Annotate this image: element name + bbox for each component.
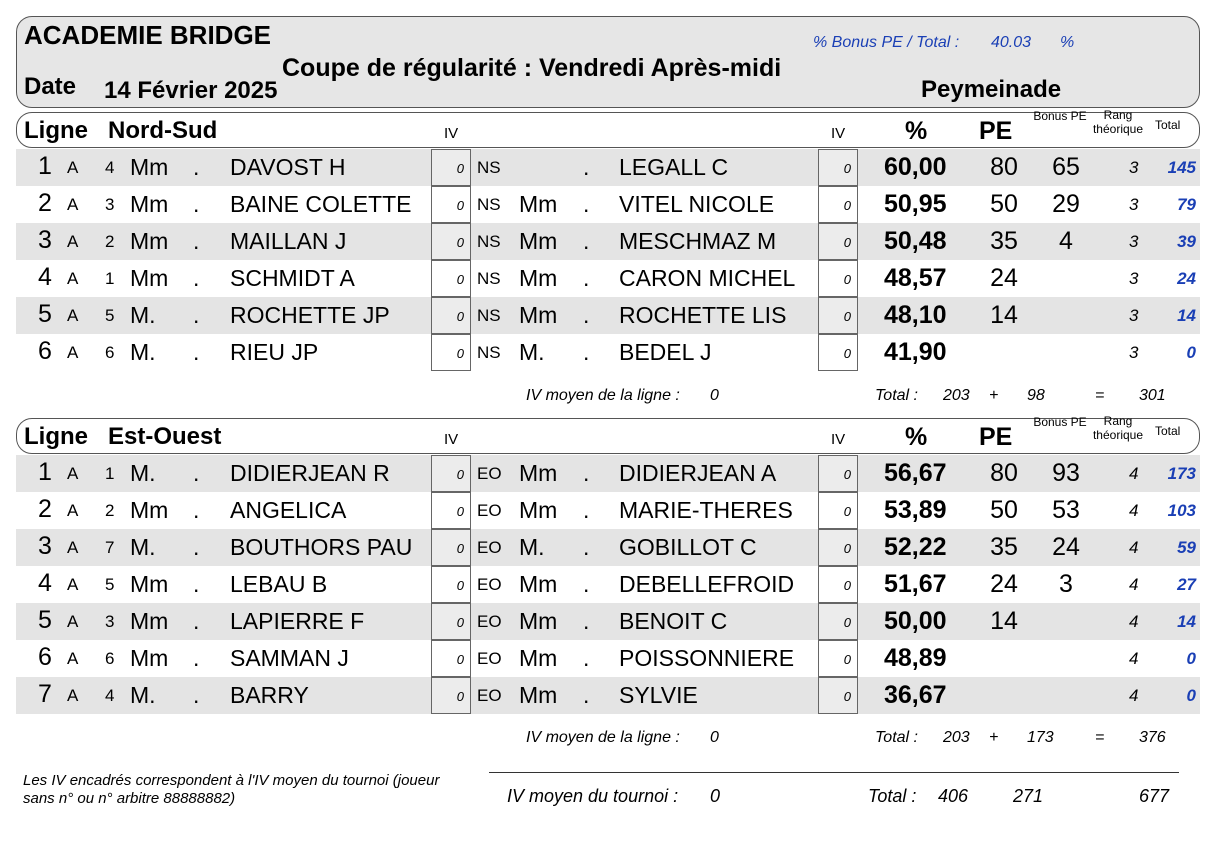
rank: 1 [38,458,52,486]
line-equals: = [1095,387,1105,404]
line-total-label: Total : [875,387,918,404]
total-points: 0 [1186,649,1196,668]
player1-title: Mm [130,154,169,180]
section-letter: A [67,501,79,520]
pe-points: 14 [990,607,1018,635]
line-plus: + [989,387,999,404]
player1-iv-box: 0 [431,677,471,714]
player1-name: BOUTHORS PAU [230,534,413,560]
player2-iv-box: 0 [818,603,858,640]
player2-title: Mm [519,571,558,597]
direction: EO [477,575,502,594]
percentage: 48,57 [884,264,947,292]
table-row [16,492,1200,529]
rank: 3 [38,532,52,560]
bonus-points: 24 [1052,533,1080,561]
total-points: 14 [1177,306,1196,325]
pe-points: 80 [990,153,1018,181]
theoretical-rank: 4 [1129,649,1139,668]
footer-divider [489,772,1179,773]
direction: NS [477,158,501,177]
direction: NS [477,232,501,251]
direction: NS [477,269,501,288]
direction: NS [477,343,501,362]
player1-dot: . [193,682,200,708]
player1-title: M. [130,460,156,486]
player2-name: MARIE-THERES [619,497,793,523]
direction: EO [477,501,502,520]
rank: 4 [38,263,52,291]
player2-name: VITEL NICOLE [619,191,775,217]
direction: EO [477,686,502,705]
player1-iv-box: 0 [431,640,471,677]
section-letter: A [67,269,79,288]
table-number: 5 [105,575,115,594]
pe-points: 35 [990,533,1018,561]
percentage: 48,10 [884,301,947,329]
column-rang: Rang théorique [1092,414,1144,442]
section-letter: A [67,343,79,362]
table-number: 4 [105,158,115,177]
player2-iv-box: 0 [818,223,858,260]
player1-name: LEBAU B [230,571,328,597]
table-row [16,566,1200,603]
player2-iv-box: 0 [818,566,858,603]
player2-name: LEGALL C [619,154,729,180]
table-row [16,297,1200,334]
tournament-total-label: Total : [868,786,917,806]
player1-title: M. [130,682,156,708]
percentage: 50,00 [884,607,947,635]
section-letter: A [67,612,79,631]
player1-name: RIEU JP [230,339,319,365]
rank: 4 [38,569,52,597]
table-row [16,640,1200,677]
player1-name: BAINE COLETTE [230,191,412,217]
player2-title: Mm [519,265,558,291]
column-iv-1: IV [444,431,459,448]
bonus-unit: % [1060,34,1075,51]
rank: 5 [38,300,52,328]
section-label: Ligne [24,423,88,450]
player2-iv-box: 0 [818,334,858,371]
line-total-bonus: 98 [1027,387,1045,404]
player1-iv-box: 0 [431,297,471,334]
player2-name: CARON MICHEL [619,265,796,291]
player2-dot: . [583,228,590,254]
section-letter: A [67,306,79,325]
table-row [16,186,1200,223]
table-number: 1 [105,464,115,483]
player1-name: BARRY [230,682,309,708]
player2-name: MESCHMAZ M [619,228,777,254]
table-row [16,603,1200,640]
player2-title: Mm [519,302,558,328]
column-pe: PE [979,117,1013,145]
pe-points: 35 [990,227,1018,255]
table-row [16,455,1200,492]
theoretical-rank: 3 [1129,232,1139,251]
player1-title: Mm [130,191,169,217]
player2-title: Mm [519,191,558,217]
bonus-points: 65 [1052,153,1080,181]
event-title: Coupe de régularité : Vendredi Après-midi [282,54,782,82]
percentage: 52,22 [884,533,947,561]
player2-dot: . [583,497,590,523]
player2-dot: . [583,608,590,634]
percentage: 53,89 [884,496,947,524]
player1-title: Mm [130,228,169,254]
column-iv-1: IV [444,125,459,142]
direction: EO [477,612,502,631]
column-total: Total [1155,118,1181,132]
bonus-value: 40.03 [991,34,1032,51]
line-total-pe: 203 [943,387,970,404]
player2-name: DIDIERJEAN A [619,460,777,486]
player2-iv-box: 0 [818,186,858,223]
player1-iv-box: 0 [431,186,471,223]
percentage: 50,95 [884,190,947,218]
player1-title: Mm [130,645,169,671]
player2-iv-box: 0 [818,455,858,492]
column-rang: Rang théorique [1092,108,1144,136]
total-points: 39 [1177,232,1196,251]
table-row [16,260,1200,297]
player2-title: Mm [519,460,558,486]
total-points: 145 [1167,158,1196,177]
player1-title: M. [130,302,156,328]
player1-iv-box: 0 [431,492,471,529]
bonus-points: 4 [1059,227,1073,255]
column-percent: % [905,117,928,145]
player1-iv-box: 0 [431,334,471,371]
section-letter: A [67,686,79,705]
player1-title: Mm [130,571,169,597]
total-points: 0 [1186,686,1196,705]
rank: 2 [38,189,52,217]
player1-iv-box: 0 [431,566,471,603]
percentage: 60,00 [884,153,947,181]
table-number: 6 [105,343,115,362]
rank: 6 [38,643,52,671]
rank: 1 [38,152,52,180]
section-letter: A [67,464,79,483]
player2-title: M. [519,339,545,365]
pe-points: 50 [990,496,1018,524]
bonus-points: 3 [1059,570,1073,598]
player2-name: DEBELLEFROID [619,571,795,597]
line-plus: + [989,729,999,746]
player1-name: ROCHETTE JP [230,302,390,328]
player2-title: M. [519,534,545,560]
percentage: 56,67 [884,459,947,487]
table-number: 6 [105,649,115,668]
player2-iv-box: 0 [818,529,858,566]
table-number: 3 [105,195,115,214]
player1-name: DIDIERJEAN R [230,460,390,486]
column-iv-2: IV [831,431,846,448]
player1-dot: . [193,265,200,291]
player2-dot: . [583,339,590,365]
theoretical-rank: 4 [1129,575,1139,594]
player2-title: Mm [519,228,558,254]
rank: 2 [38,495,52,523]
total-points: 79 [1177,195,1196,214]
tournament-total-bonus: 271 [1013,786,1044,806]
player2-name: BENOIT C [619,608,728,634]
section-letter: A [67,232,79,251]
bonus-label: % Bonus PE / Total : [813,34,960,51]
bonus-points: 53 [1052,496,1080,524]
player1-iv-box: 0 [431,149,471,186]
player2-dot: . [583,154,590,180]
pe-points: 24 [990,264,1018,292]
section-letter: A [67,538,79,557]
direction: NS [477,306,501,325]
direction: NS [477,195,501,214]
player2-dot: . [583,460,590,486]
theoretical-rank: 4 [1129,538,1139,557]
player1-title: M. [130,534,156,560]
player2-dot: . [583,265,590,291]
column-pe: PE [979,423,1013,451]
player2-iv-box: 0 [818,260,858,297]
date-value: 14 Février 2025 [104,77,278,104]
theoretical-rank: 3 [1129,343,1139,362]
player2-title: Mm [519,608,558,634]
line-iv-label: IV moyen de la ligne : [526,729,680,746]
rank: 6 [38,337,52,365]
player1-name: MAILLAN J [230,228,347,254]
player2-name: SYLVIE [619,682,698,708]
player2-title: Mm [519,682,558,708]
player2-iv-box: 0 [818,677,858,714]
total-points: 0 [1186,343,1196,362]
tournament-iv-label: IV moyen du tournoi : [507,786,679,806]
section-name: Est-Ouest [108,423,222,450]
column-percent: % [905,423,928,451]
pe-points: 14 [990,301,1018,329]
table-number: 5 [105,306,115,325]
player2-name: BEDEL J [619,339,712,365]
player2-name: POISSONNIERE [619,645,795,671]
player1-iv-box: 0 [431,260,471,297]
total-points: 24 [1177,269,1196,288]
player2-iv-box: 0 [818,492,858,529]
section-header [16,108,1200,148]
player2-dot: . [583,645,590,671]
player2-iv-box: 0 [818,640,858,677]
player1-name: ANGELICA [230,497,347,523]
line-iv-label: IV moyen de la ligne : [526,387,680,404]
bonus-ratio [813,34,1075,52]
direction: EO [477,649,502,668]
line-total-label: Total : [875,729,918,746]
table-number: 2 [105,232,115,251]
column-bonus: Bonus PE [1033,415,1087,429]
player2-dot: . [583,571,590,597]
table-number: 3 [105,612,115,631]
player1-title: Mm [130,497,169,523]
date-label: Date [24,73,77,100]
direction: EO [477,464,502,483]
section-letter: A [67,649,79,668]
player1-title: Mm [130,265,169,291]
player1-dot: . [193,645,200,671]
section-letter: A [67,575,79,594]
player1-title: Mm [130,608,169,634]
section-letter: A [67,158,79,177]
pe-points: 50 [990,190,1018,218]
player2-title: Mm [519,497,558,523]
table-row [16,529,1200,566]
direction: EO [477,538,502,557]
theoretical-rank: 3 [1129,158,1139,177]
player1-iv-box: 0 [431,529,471,566]
player1-name: DAVOST H [230,154,346,180]
column-total: Total [1155,424,1181,438]
player1-dot: . [193,497,200,523]
total-points: 27 [1177,575,1196,594]
total-points: 173 [1167,464,1196,483]
bonus-points: 29 [1052,190,1080,218]
table-number: 1 [105,269,115,288]
theoretical-rank: 4 [1129,464,1139,483]
player1-name: LAPIERRE F [230,608,365,634]
percentage: 41,90 [884,338,947,366]
player1-iv-box: 0 [431,603,471,640]
line-iv-value: 0 [710,729,719,746]
table-row [16,677,1200,714]
percentage: 48,89 [884,644,947,672]
player1-iv-box: 0 [431,455,471,492]
column-iv-2: IV [831,125,846,142]
theoretical-rank: 3 [1129,195,1139,214]
player1-dot: . [193,302,200,328]
player1-dot: . [193,191,200,217]
line-equals: = [1095,729,1105,746]
pe-points: 80 [990,459,1018,487]
theoretical-rank: 4 [1129,612,1139,631]
line-total-sum: 301 [1139,387,1166,404]
player1-iv-box: 0 [431,223,471,260]
table-row [16,149,1200,186]
player1-dot: . [193,228,200,254]
player1-dot: . [193,460,200,486]
total-points: 59 [1177,538,1196,557]
line-total-sum: 376 [1139,729,1166,746]
pe-points: 24 [990,570,1018,598]
player2-dot: . [583,302,590,328]
club-name: ACADEMIE BRIDGE [24,20,272,50]
section-label: Ligne [24,117,88,144]
rank: 7 [38,680,52,708]
table-number: 2 [105,501,115,520]
total-points: 103 [1167,501,1196,520]
total-points: 14 [1177,612,1196,631]
player2-iv-box: 0 [818,149,858,186]
player1-dot: . [193,608,200,634]
line-total-bonus: 173 [1027,729,1054,746]
tournament-total-sum: 677 [1139,786,1170,806]
table-row [16,334,1200,371]
player1-dot: . [193,534,200,560]
place: Peymeinade [921,76,1062,103]
percentage: 51,67 [884,570,947,598]
player2-dot: . [583,682,590,708]
player2-dot: . [583,191,590,217]
theoretical-rank: 3 [1129,306,1139,325]
percentage: 50,48 [884,227,947,255]
theoretical-rank: 3 [1129,269,1139,288]
table-number: 7 [105,538,115,557]
table-number: 4 [105,686,115,705]
tournament-total-pe: 406 [938,786,969,806]
player2-dot: . [583,534,590,560]
line-total-pe: 203 [943,729,970,746]
player2-iv-box: 0 [818,297,858,334]
player2-name: GOBILLOT C [619,534,757,560]
player1-name: SAMMAN J [230,645,349,671]
theoretical-rank: 4 [1129,686,1139,705]
section-header [16,414,1200,454]
player1-dot: . [193,571,200,597]
table-row [16,223,1200,260]
tournament-iv-value: 0 [710,786,721,806]
bonus-points: 93 [1052,459,1080,487]
column-bonus: Bonus PE [1033,109,1087,123]
footer-note: Les IV encadrés correspondent à l'IV moyen du tournoi (joueur sans n° ou n° arbitre 88888882) [23,772,440,807]
section-name: Nord-Sud [108,117,218,144]
player1-title: M. [130,339,156,365]
player1-dot: . [193,339,200,365]
player1-name: SCHMIDT A [230,265,355,291]
rank: 3 [38,226,52,254]
rank: 5 [38,606,52,634]
line-iv-value: 0 [710,387,719,404]
section-letter: A [67,195,79,214]
player1-dot: . [193,154,200,180]
percentage: 36,67 [884,681,947,709]
player2-name: ROCHETTE LIS [619,302,787,328]
theoretical-rank: 4 [1129,501,1139,520]
player2-title: Mm [519,645,558,671]
